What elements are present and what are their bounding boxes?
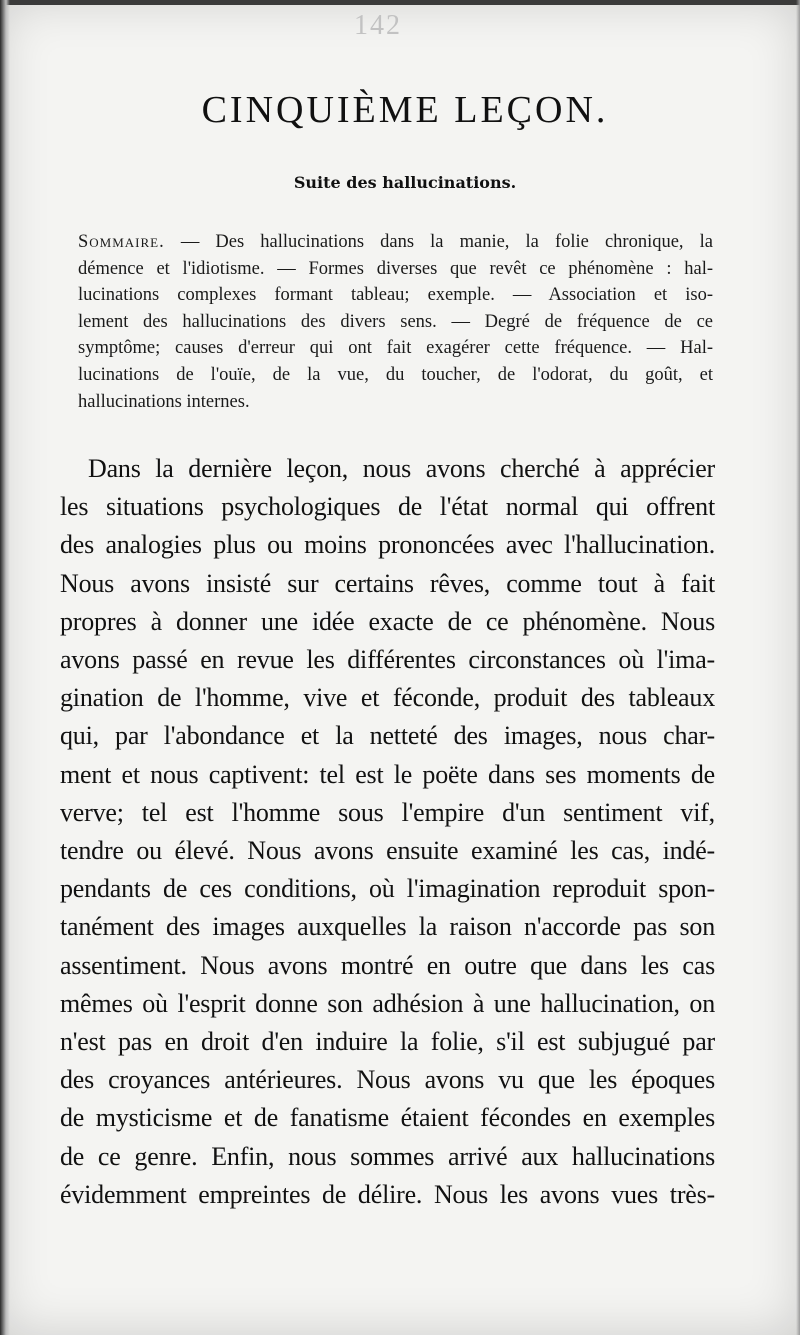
body-line: pendants de ces conditions, où l'imagination reproduit spon- xyxy=(60,874,715,904)
body-line: des croyances antérieures. Nous avons vu que les époques xyxy=(60,1065,715,1095)
scan-edge-left xyxy=(0,0,10,1335)
body-line: tendre ou élevé. Nous avons ensuite examiné les cas, indé- xyxy=(60,836,715,866)
summary-line: hallucinations internes. xyxy=(78,391,250,412)
chapter-title: CINQUIÈME LEÇON. xyxy=(201,89,609,131)
page-number: 142 xyxy=(354,10,402,41)
body-line: verve; tel est l'homme sous l'empire d'un sentiment vif, xyxy=(60,797,715,827)
summary-line: démence et l'idiotisme. — Formes diverses que revêt ce phénomène : hal- xyxy=(78,258,713,279)
summary-label: Sommaire. xyxy=(78,232,165,252)
summary-line: lucinations complexes formant tableau; exemple. — Association et iso- xyxy=(78,285,713,306)
summary-line: symptôme; causes d'erreur qui ont fait exagérer cette fréquence. — Hal- xyxy=(78,338,713,359)
summary-line xyxy=(78,229,713,256)
summary-line-text: — Des hallucinations dans la manie, la folie chronique, la xyxy=(164,232,713,252)
summary-line: lucinations de l'ouïe, de la vue, du toucher, de l'odorat, du goût, et xyxy=(78,364,713,385)
body-line: de mysticisme et de fanatisme étaient fécondes en exemples xyxy=(60,1103,715,1133)
body-line: de ce genre. Enfin, nous sommes arrivé aux hallucinations xyxy=(60,1141,715,1171)
scan-edge-top xyxy=(0,0,800,5)
scan-edge-right xyxy=(796,0,800,1335)
body-line: assentiment. Nous avons montré en outre que dans les cas xyxy=(60,950,715,980)
body-paragraph xyxy=(60,450,715,1214)
body-line: Dans la dernière leçon, nous avons cherché à apprécier xyxy=(88,454,715,483)
body-line: tanément des images auxquelles la raison n'accorde pas son xyxy=(60,912,715,942)
body-line: ment et nous captivent: tel est le poëte dans ses moments de xyxy=(60,759,715,789)
body-line: les situations psychologiques de l'état normal qui offrent xyxy=(60,492,715,522)
body-line: des analogies plus ou moins prononcées avec l'hallucination. xyxy=(60,530,715,560)
body-line: gination de l'homme, vive et féconde, produit des tableaux xyxy=(60,683,715,713)
chapter-summary xyxy=(78,229,713,415)
body-line: évidemment empreintes de délire. Nous les avons vues très- xyxy=(60,1179,715,1209)
body-line: n'est pas en droit d'en induire la folie, s'il est subjugué par xyxy=(60,1027,715,1057)
summary-line: lement des hallucinations des divers sens. — Degré de fréquence de ce xyxy=(78,311,713,332)
body-line: mêmes où l'esprit donne son adhésion à une hallucination, on xyxy=(60,988,715,1018)
body-line: propres à donner une idée exacte de ce phénomène. Nous xyxy=(60,606,715,636)
body-line: qui, par l'abondance et la netteté des images, nous char- xyxy=(60,721,715,751)
body-line: avons passé en revue les différentes circonstances où l'ima- xyxy=(60,645,715,675)
chapter-subtitle: Suite des hallucinations. xyxy=(293,173,517,192)
body-line: Nous avons insisté sur certains rêves, comme tout à fait xyxy=(60,568,715,598)
